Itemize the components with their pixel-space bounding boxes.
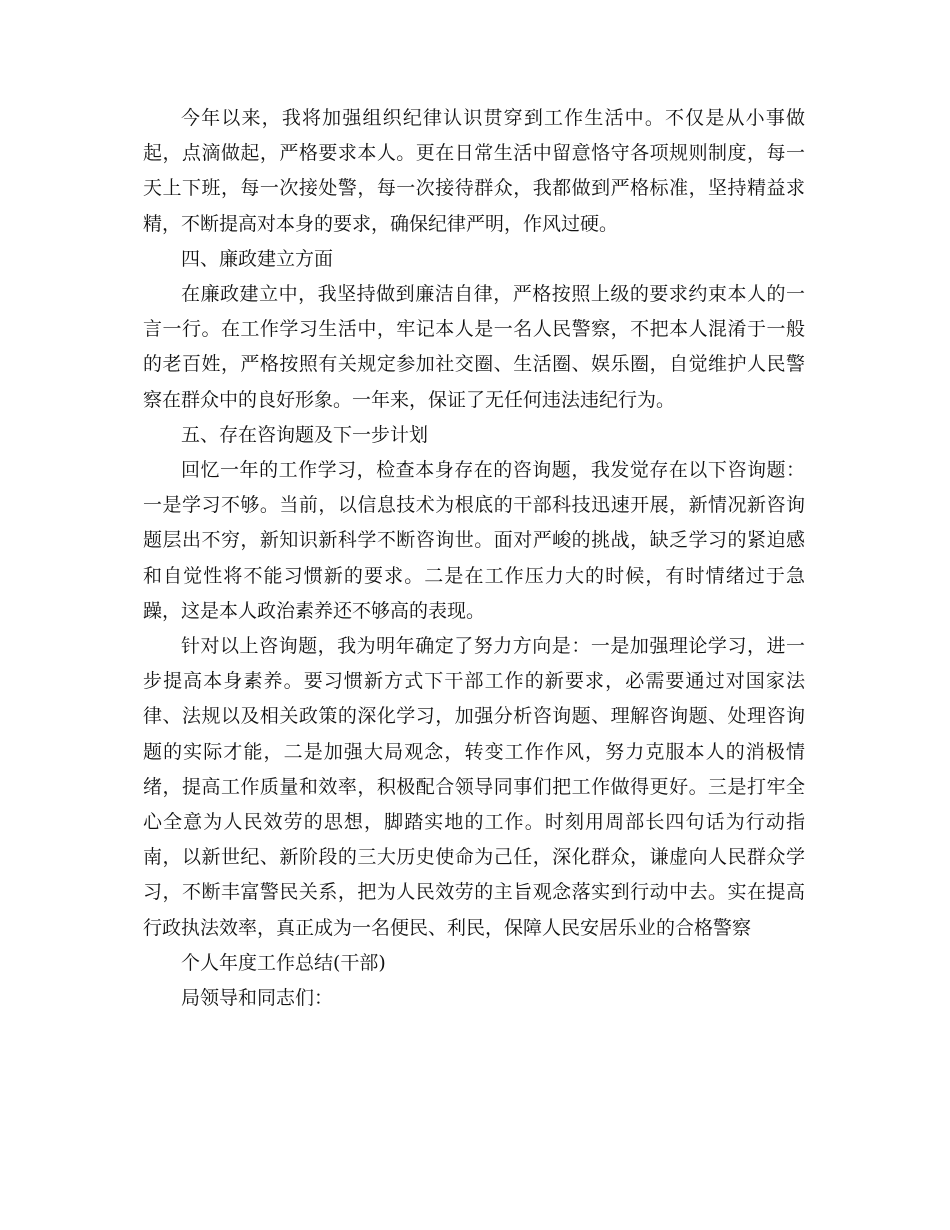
paragraph-plan: 针对以上咨询题，我为明年确定了努力方向是：一是加强理论学习，进一步提高本身素养。要习惯新方式下干部工作的新要求，必需要通过对国家法律、法规以及相关政策的深化学习，加强分析咨询题、理解咨询题、处理咨询题的实际才能，二是加强大局观念，转变工作作风，努力克服本人的消极情绪，提高工作质量和效率，积极配合领导同事们把工作做得更好。三是打牢全心全意为人民效劳的思想，脚踏实地的工作。时刻用周部长四句话为行动指南，以新世纪、新阶段的三大历史使命为己任，深化群众，谦虚向人民群众学习，不断丰富警民关系，把为人民效劳的主旨观念落实到行动中去。实在提高行政执法效率，真正成为一名便民、利民，保障人民安居乐业的合格警察 — [143, 635, 805, 939]
paragraph-integrity: 在廉政建立中，我坚持做到廉洁自律，严格按照上级的要求约束本人的一言一行。在工作学习生活中，牢记本人是一名人民警察，不把本人混淆于一般的老百姓，严格按照有关规定参加社交圈、生活圈、娱乐圈，自觉维护人民警察在群众中的良好形象。一年来，保证了无任何违法违纪行为。 — [143, 283, 805, 411]
document-title-annual-summary: 个人年度工作总结(干部) — [181, 951, 386, 974]
salutation: 局领导和同志们： — [181, 987, 334, 1010]
paragraph-discipline: 今年以来，我将加强组织纪律认识贯穿到工作生活中。不仅是从小事做起，点滴做起，严格要求本人。更在日常生活中留意恪守各项规则制度，每一天上下班，每一次接处警，每一次接待群众，我都做到严格标准，坚持精益求精，不断提高对本身的要求，确保纪律严明，作风过硬。 — [143, 107, 805, 235]
section-heading-problems-plan: 五、存在咨询题及下一步计划 — [181, 423, 429, 446]
section-heading-integrity: 四、廉政建立方面 — [181, 247, 334, 270]
document-body — [143, 101, 805, 1016]
paragraph-problems: 回忆一年的工作学习，检查本身存在的咨询题，我发觉存在以下咨询题：一是学习不够。当前，以信息技术为根底的干部科技迅速开展，新情况新咨询题层出不穷，新知识新科学不断咨询世。面对严峻的挑战，缺乏学习的紧迫感和自觉性将不能习惯新的要求。二是在工作压力大的时候，有时情绪过于急躁，这是本人政治素养还不够高的表现。 — [143, 459, 805, 622]
